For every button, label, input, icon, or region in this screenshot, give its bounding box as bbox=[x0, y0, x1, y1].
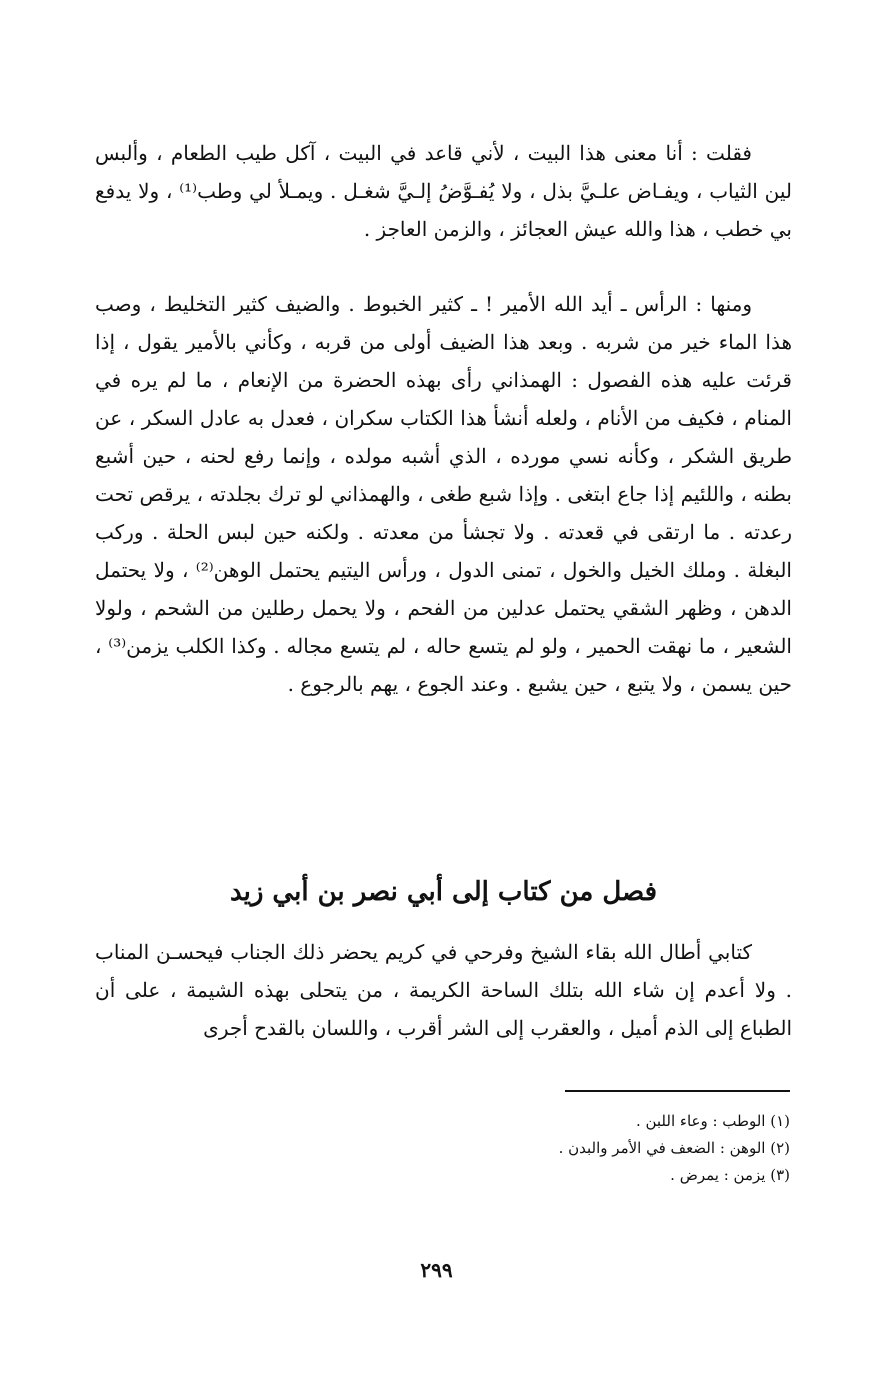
paragraph-text: ومنها : الرأس ـ أيد الله الأمير ! ـ كثير الخبوط . والضيف كثير التخليط ، وصب هذا الماء خير من شربه . وبعد هذا الضيف أولى من قربه ، وكأني بالأمير يقول ، إذا قرئت عليه هذه الفصول : الهمذاني رأى بهذه الحضرة من الإنعام ، ما لم يره في المنام ، فكيف من الأنام ، ولعله أنشأ هذا الكتاب سكران ، فعدل به عادل السكر ، عن طريق الشكر ، وكأنه نسي مورده ، الذي أشبه مولده ، وإنما رفع لحنه ، حين أشبع بطنه ، واللئيم إذا جاع ابتغى . وإذا شبع طغى ، والهمذاني لو ترك بجلدته ، يرقص تحت رعدته . ما ارتقى في قعدته . ولا تجشأ من معدته . ولكنه حين لبس الحلة . وركب البغلة . وملك الخيل والخول ، تمنى الدول ، ورأس اليتيم يحتمل الوهن⁽²⁾ ، ولا يحتمل الدهن ، وظهر الشقي يحتمل عدلين من الفحم ، ولا يحمل رطلين من الشحم ، ولولا الشعير ، ما نهقت الحمير ، ولو لم يتسع حاله ، لم يتسع مجاله . وكذا الكلب يزمن⁽³⁾ ، حين يسمن ، ولا يتبع ، حين يشبع . وعند الجوع ، يهم بالرجوع . bbox=[95, 292, 792, 696]
paragraph-text: فقلت : أنا معنى هذا البيت ، لأني قاعد في البيت ، آكل طيب الطعام ، وألبس لين الثياب ، ويفـاض علـيَّ بذل ، ولا يُفـوَّضُ إلـيَّ شغـل . ويمـلأ لي وطب⁽¹⁾ ، ولا يدفع بي خطب ، هذا والله عيش العجائز ، والزمن العاجز . bbox=[95, 141, 793, 241]
footnote-divider bbox=[565, 1090, 790, 1092]
body-paragraph-3 bbox=[95, 933, 792, 1047]
footnote-3: (٣) يزمن : يمرض . bbox=[670, 1166, 790, 1184]
page-number: ٢٩٩ bbox=[420, 1258, 453, 1282]
chapter-heading: فصل من كتاب إلى أبي نصر بن أبي زيد bbox=[229, 877, 658, 907]
footnotes bbox=[400, 1108, 790, 1189]
footnote-2: (٢) الوهن : الضعف في الأمر والبدن . bbox=[558, 1139, 790, 1157]
footnote-1: (١) الوطب : وعاء اللبن . bbox=[635, 1112, 790, 1130]
body-paragraph-1 bbox=[95, 134, 792, 248]
paragraph-text: كتابي أطال الله بقاء الشيخ وفرحي في كريم يحضر ذلك الجناب فيحسـن المناب . ولا أعدم إن شاء الله بتلك الساحة الكريمة ، من يتحلى بهذه الشيمة ، على أن الطباع إلى الذم أميل ، والعقرب إلى الشر أقرب ، واللسان بالقدح أجرى bbox=[95, 940, 792, 1040]
body-paragraph-2 bbox=[95, 285, 792, 703]
